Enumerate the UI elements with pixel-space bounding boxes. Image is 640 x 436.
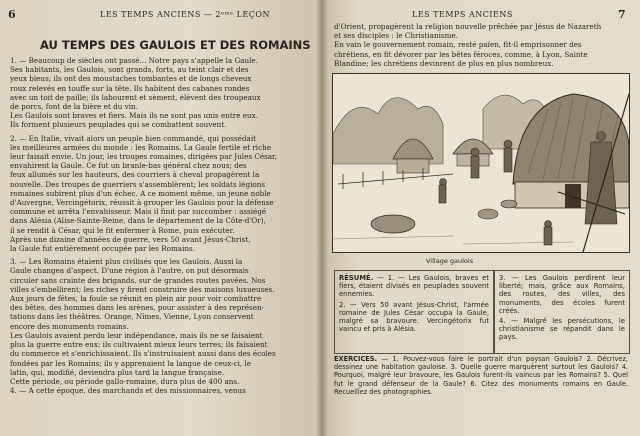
text-line: les meilleures armées du monde : les Romains. La Gaule fertile et riche — [10, 142, 272, 152]
text-line: nouvelle. Des troupes de guerriers s'assemblèrent; les soldats légions — [10, 179, 266, 189]
text-line: 4. — A cette époque, des marchands et des missionnaires, venus — [10, 386, 246, 396]
page-number-left: 6 — [8, 8, 16, 21]
text-line: tations dans les théâtres. Orange, Nîmes, Vienne, Lyon conservent — [10, 312, 254, 322]
text-line: Ils forment plusieurs peuplades qui se combattent souvent. — [10, 120, 227, 130]
text-line: circuler sans crainte des brigands, sur de grandes routes pavées. Nos — [10, 275, 266, 285]
illustration-caption: Village gaulois — [426, 257, 474, 265]
section-4-continued — [334, 22, 628, 68]
text-line: il se rendit à César, qui le fit enfermer à Rome, puis exécuter. — [10, 225, 235, 235]
text-line: Gaule changea d'aspect. D'une région à l'autre, on put désormais — [10, 266, 249, 276]
text-line: 3. — Les Romains étaient plus civilisés que les Gaulois. Aussi la — [10, 257, 243, 267]
text-line: leur faisait envie. Un jour, les troupes romaines, dirigées par Jules César, — [10, 152, 277, 162]
text-line: du commerce et s'enrichissaient. Ils s'instruisaient aussi dans des écoles — [10, 349, 276, 359]
summary-item-3: 3. — Les Gaulois perdirent leur liberté; mais, grâce aux Romains, des routes, des villes, des monuments, des écoles furent créés. — [499, 274, 625, 315]
text-line: et ses disciples : le Christianisme. — [334, 31, 458, 41]
text-line: Ses habitants, les Gaulois, sont grands, forts, au teint clair et des — [10, 65, 249, 75]
text-line: latin, qui, modifié, deviendra plus tard la langue française. — [10, 367, 225, 377]
text-line: romaines subirent plus d'un échec. A ce moment même, un jeune noble — [10, 188, 271, 198]
text-line: roux relevés en touffe sur la tête. Ils habitent des cabanes rondes — [10, 83, 250, 93]
text-line: chrétiens, en fit dévorer par les bêtes féroces, comme, à Lyon, Sainte — [334, 49, 588, 59]
summary-item-1: — 1. — Les Gaulois, braves et fiers, étaient divisés en peuplades souvent ennemies. — [339, 274, 489, 299]
text-line: plus la guerre entre eux; ils cultivaient mieux leurs terres; ils faisaient — [10, 340, 268, 350]
text-line: des bêtes, des hommes dans les arènes, pour assister à des représen- — [10, 303, 265, 313]
text-line: commune et arrêta l'envahisseur. Mais il finit par succomber : assiégé — [10, 207, 267, 217]
text-line: Blandine; les chrétiens devinrent de plus en plus nombreux. — [334, 58, 554, 68]
text-line: Après une dizaine d'années de guerre, vers 50 avant Jésus-Christ, — [10, 234, 251, 244]
text-line: Cette période, ou période gallo-romaine, dura plus de 400 ans. — [10, 376, 240, 386]
text-line: d'Auvergne, Vercingétorix, réussit à grouper les Gaulois pour la défense — [10, 198, 274, 208]
text-line: avec un toit de paille; ils labourent et sèment, élèvent des troupeaux — [10, 92, 261, 102]
exercises-text: — 1. Pouvez-vous faire le portrait d'un paysan Gaulois? 2. Décrivez, dessinez une habitation gauloise. 3. Quelle guerre marquèrent surtout les Gaulois? 4. Pourquoi, malgré leur bravoure, les Gaulois furent-ils vaincus par les Romains? 5. Quel fut le grand défenseur de la Gaule? 6. Citez des monuments romains en Gaule. Recueillez des photographies. — [334, 355, 628, 396]
text-line: feux allumés sur les hauteurs, des courriers à cheval propagèrent la — [10, 170, 260, 180]
running-header-left: LES TEMPS ANCIENS — 2ᵉᵐᵉ LEÇON — [100, 10, 270, 19]
text-line: yeux bleus; ils ont des moustaches tombantes et de longs cheveux — [10, 74, 252, 84]
text-line: encore des monuments romains. — [10, 321, 129, 331]
page-number-right: 7 — [618, 8, 626, 21]
section-3 — [10, 257, 314, 395]
running-header-right: LES TEMPS ANCIENS — [412, 10, 513, 19]
text-line: envahirent la Gaule. Ce fut un branle-bas général chez nous; des — [10, 161, 247, 171]
section-1 — [10, 56, 314, 130]
text-line: villes s'embellirent; les riches y firent construire des maisons luxueuses. — [10, 284, 275, 294]
summary-heading: RÉSUMÉ. — [339, 274, 374, 282]
section-2 — [10, 134, 314, 254]
text-line: dans Alésia (Alise-Sainte-Reine, dans le département de la Côte-d'Or), — [10, 216, 266, 226]
summary-box-right — [494, 270, 630, 354]
text-line: En vain le gouvernement romain, resté païen, fit-il emprisonner des — [334, 40, 582, 50]
text-line: la Gaule fut entièrement occupée par les Romains. — [10, 244, 195, 254]
summary-item-4: 4. — Malgré les persécutions, le christianisme se répandit dans le pays. — [499, 317, 625, 342]
right-page — [322, 0, 640, 436]
lesson-body — [10, 56, 314, 395]
exercises-heading: EXERCICES. — [334, 355, 378, 363]
village-drawing — [333, 74, 629, 252]
text-line: Les Gaulois sont braves et fiers. Mais ils ne sont pas unis entre eux. — [10, 111, 258, 121]
text-line: Les Gaulois avaient perdu leur indépendance, mais ils ne se faisaient — [10, 330, 263, 340]
summary-item-2: 2. — Vers 50 avant Jésus-Christ, l'armée romaine de Jules César occupa la Gaule, malgré sa bravoure. Vercingétorix fut vaincu et pris à Alésia. — [339, 300, 489, 334]
text-line: 1. — Beaucoup de siècles ont passé... Notre pays s'appelle la Gaule. — [10, 56, 258, 65]
text-line: de porcs, font de la bière et du vin. — [10, 102, 138, 112]
text-line: fondées par les Romains; ils y apprenaient la langue de ceux-ci, le — [10, 358, 252, 368]
illustration-gaulish-village — [332, 73, 630, 253]
text-line: Aux jours de fêtes, la foule se réunit en plein air pour voir combattre — [10, 294, 262, 304]
exercises — [334, 355, 628, 396]
text-line: 2. — En Italie, vivait alors un peuple bien commandé, qui possédait — [10, 133, 257, 143]
lesson-title: AU TEMPS DES GAULOIS ET DES ROMAINS — [40, 38, 311, 52]
book-gutter — [316, 0, 328, 436]
text-line: d'Orient, propagèrent la religion nouvelle prêchée par Jésus de Nazareth — [334, 22, 602, 31]
summary-box-left — [334, 270, 494, 354]
